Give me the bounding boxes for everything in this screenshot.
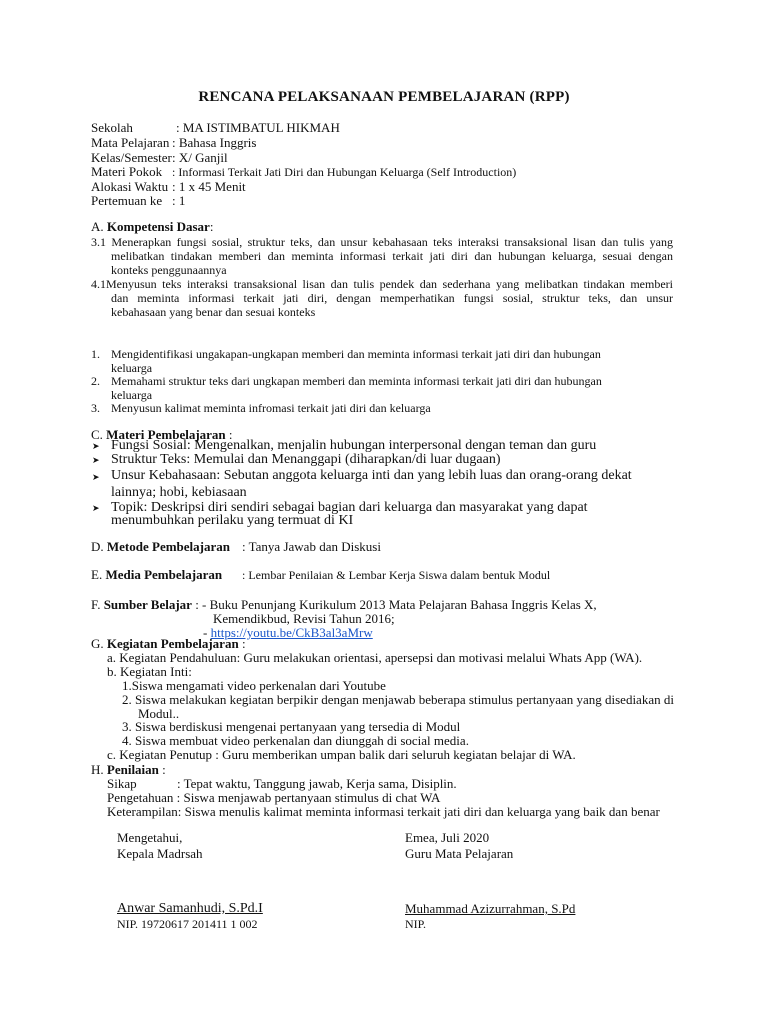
- kegiatan-c: c. Kegiatan Penutup : Guru memberikan umpan balik dari seluruh kegiatan belajar di WA.: [107, 747, 576, 762]
- identity-label: Alokasi Waktu: [91, 179, 169, 194]
- materi-item: Topik: Deskripsi diri sendiri sebagai bagian dari keluarga dan masyarakat yang dapat: [111, 500, 588, 515]
- penilaian-sikap-label: Sikap: [107, 776, 137, 791]
- objective-number: 2.: [91, 374, 100, 388]
- arrow-bullet-icon: ➤: [92, 503, 100, 513]
- kd-3-1-line: konteks penggunaannya: [111, 263, 227, 277]
- identity-value: : MA ISTIMBATUL HIKMAH: [176, 120, 340, 135]
- identity-value: : X/ Ganjil: [172, 150, 228, 165]
- kegiatan-b: b. Kegiatan Inti:: [107, 664, 192, 679]
- materi-item: menumbuhkan perilaku yang termuat di KI: [111, 513, 354, 528]
- objective-text: keluarga: [111, 388, 153, 402]
- kd-4-1-line: dan meminta informasi terkait jati diri, dengan memperhatikan fungsi sosial, struktur teks, dan unsur: [111, 291, 673, 305]
- kegiatan-inti-item: 4. Siswa membuat video perkenalan dan diunggah di social media.: [122, 733, 469, 748]
- signature-left-caption: Kepala Madrsah: [117, 846, 203, 861]
- signature-right-caption: Emea, Juli 2020: [405, 830, 490, 845]
- kegiatan-a: a. Kegiatan Pendahuluan: Guru melakukan orientasi, apersepsi dan motivasi melalui Whats App (WA).: [107, 650, 643, 665]
- identity-value: : 1 x 45 Menit: [172, 179, 246, 194]
- objective-text: Mengidentifikasi ungakapan-ungkapan memberi dan meminta informasi terkait jati diri dan hubungan: [111, 347, 601, 361]
- section-c-heading: C. Materi Pembelajaran :: [91, 427, 233, 442]
- signature-left-caption: Mengetahui,: [117, 830, 183, 845]
- signature-left-name: Anwar Samanhudi, S.Pd.I: [117, 901, 263, 916]
- materi-item: Struktur Teks: Memulai dan Menanggapi (diharapkan/di luar dugaan): [111, 452, 501, 467]
- section-e-value: : Lembar Penilaian & Lembar Kerja Siswa dalam bentuk Modul: [242, 568, 551, 582]
- kd-3-1-line: melibatkan tindakan memberi dan meminta informasi terkait jati diri dan hubungan keluarga, sesuai dengan: [111, 249, 673, 263]
- objective-text: Memahami struktur teks dari ungkapan memberi dan meminta informasi terkait jati diri dan hubungan: [111, 374, 602, 388]
- signature-left-nip: NIP. 19720617 201411 1 002: [117, 917, 258, 931]
- identity-label: Mata Pelajaran: [91, 135, 170, 150]
- identity-label: Pertemuan ke: [91, 193, 163, 208]
- penilaian-sikap-value: : Tepat waktu, Tanggung jawab, Kerja sama, Disiplin.: [177, 776, 457, 791]
- kegiatan-inti-item: 3. Siswa berdiskusi mengenai pertanyaan yang tersedia di Modul: [122, 719, 461, 734]
- kd-4-1-line: kebahasaan yang benar dan sesuai konteks: [111, 305, 316, 319]
- section-g-heading: G. Kegiatan Pembelajaran :: [91, 636, 246, 651]
- youtube-link[interactable]: https://youtu.be/CkB3al3aMrw: [210, 625, 373, 640]
- section-d-value: : Tanya Jawab dan Diskusi: [242, 539, 381, 554]
- kegiatan-inti-item: Modul..: [138, 706, 180, 721]
- penilaian-keterampilan: Keterampilan: Siswa menulis kalimat meminta informasi terkait jati diri dan keluarga yang baik dan benar: [107, 804, 660, 819]
- materi-item: lainnya; hobi, kebiasaan: [111, 485, 247, 500]
- arrow-bullet-icon: ➤: [92, 441, 100, 451]
- penilaian-pengetahuan: Pengetahuan : Siswa menjawab pertanyaan stimulus di chat WA: [107, 790, 441, 805]
- section-f-line: Kemendikbud, Revisi Tahun 2016;: [213, 611, 395, 626]
- page-title: RENCANA PELAKSANAAN PEMBELAJARAN (RPP): [198, 89, 570, 105]
- signature-right-caption: Guru Mata Pelajaran: [405, 846, 514, 861]
- kd-4-1-line: 4.1Menyusun teks interaksi transaksional lisan dan tulis pendek dan sederhana yang melibatkan tindakan memberi: [91, 277, 673, 291]
- section-a-heading: A. Kompetensi Dasar:: [91, 219, 214, 234]
- identity-value: : 1: [172, 193, 186, 208]
- section-f-link-row: - https://youtu.be/CkB3al3aMrw: [203, 625, 373, 640]
- materi-item: Fungsi Sosial: Mengenalkan, menjalin hubungan interpersonal dengan teman dan guru: [111, 438, 597, 453]
- identity-label: Kelas/Semester: [91, 150, 172, 165]
- kegiatan-inti-item: 1.Siswa mengamati video perkenalan dari Youtube: [122, 678, 386, 693]
- section-e-heading: E. Media Pembelajaran: [91, 567, 223, 582]
- section-h-heading: H. Penilaian :: [91, 762, 166, 777]
- identity-label: Materi Pokok: [91, 164, 163, 179]
- objective-number: 3.: [91, 401, 100, 415]
- materi-item: Unsur Kebahasaan: Sebutan anggota keluarga inti dan yang lebih luas dan orang-orang dekat: [111, 468, 632, 483]
- arrow-bullet-icon: ➤: [92, 455, 100, 465]
- signature-right-name: Muhammad Azizurrahman, S.Pd: [405, 901, 576, 916]
- identity-value: : Bahasa Inggris: [172, 135, 257, 150]
- arrow-bullet-icon: ➤: [92, 472, 100, 482]
- kegiatan-inti-item: 2. Siswa melakukan kegiatan berpikir dengan menjawab beberapa stimulus pertanyaan yang disediakan di: [122, 692, 674, 707]
- identity-label: Sekolah: [91, 120, 133, 135]
- objective-text: keluarga: [111, 361, 153, 375]
- identity-value: : Informasi Terkait Jati Diri dan Hubungan Keluarga (Self Introduction): [172, 165, 517, 179]
- objective-number: 1.: [91, 347, 100, 361]
- section-d-heading: D. Metode Pembelajaran: [91, 539, 230, 554]
- kd-3-1-line: 3.1 Menerapkan fungsi sosial, struktur teks, dan unsur kebahasaan teks interaksi transaksional lisan dan tulis yang: [91, 235, 673, 249]
- signature-right-nip: NIP.: [405, 917, 427, 931]
- section-f-heading: F. Sumber Belajar : - Buku Penunjang Kurikulum 2013 Mata Pelajaran Bahasa Inggris Kelas X,: [91, 597, 597, 612]
- objective-text: Menyusun kalimat meminta infromasi terkait jati diri dan keluarga: [111, 401, 431, 415]
